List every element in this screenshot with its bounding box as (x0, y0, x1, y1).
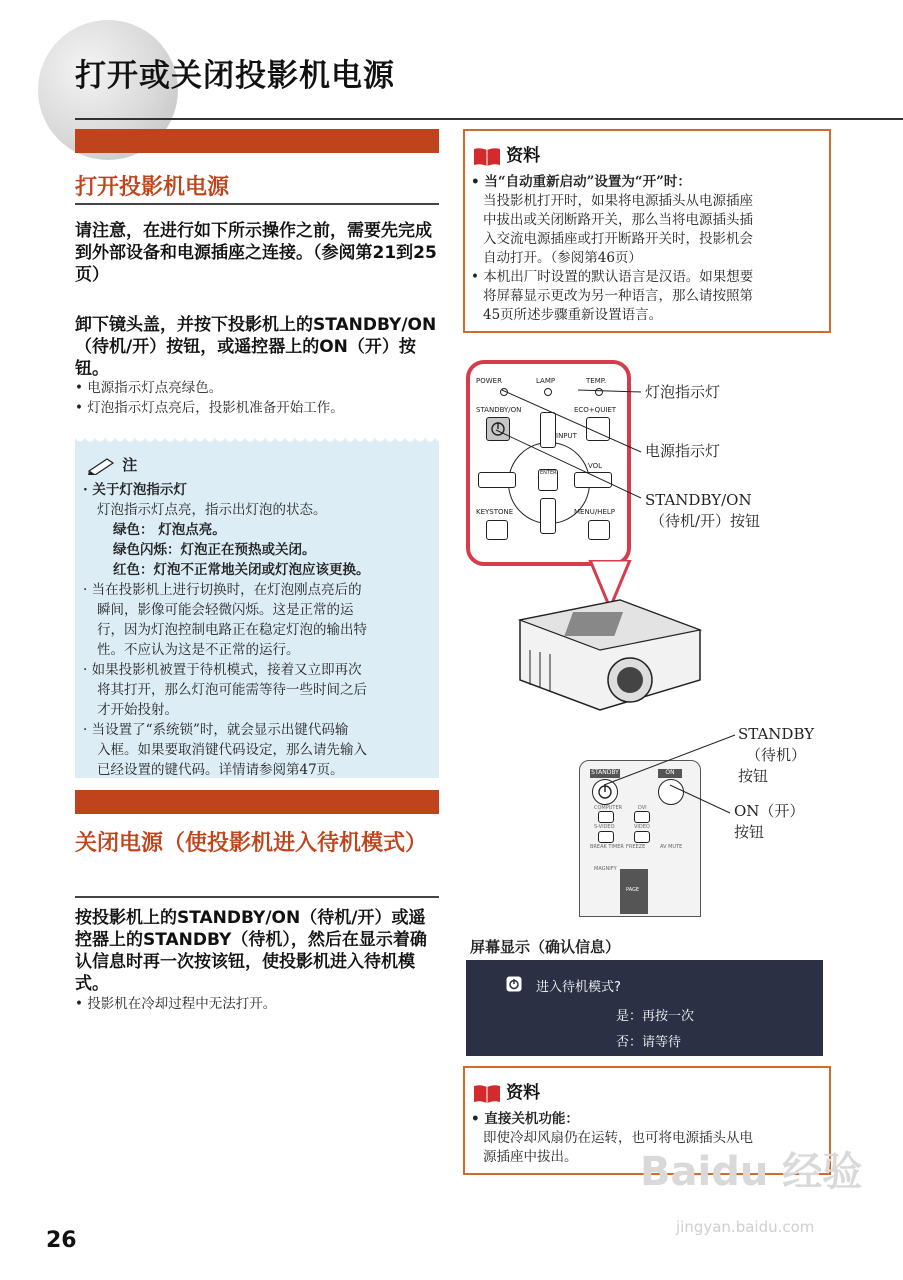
temp-label: TEMP. (586, 377, 607, 385)
power-label: POWER (476, 377, 502, 385)
section1-intro: 请注意，在进行如下所示操作之前，需要先完成到外部设备和电源插座之连接。（参阅第21到25页） (75, 221, 437, 285)
menu-help-button[interactable] (588, 520, 610, 540)
keystone-label: KEYSTONE (476, 508, 514, 516)
bullet-item: • 灯泡指示灯点亮后，投影机准备开始工作。 (75, 400, 344, 416)
note-line: 瞬间，影像可能会轻微闪烁。这是正常的运 (97, 602, 354, 618)
title-rule (75, 118, 903, 120)
standby-on-callout: STANDBY/ON (645, 491, 752, 509)
note-line: 才开始投射。 (97, 702, 178, 718)
note-line: 绿色： 灯泡点亮。 (113, 522, 226, 538)
note-line: 行，因为灯泡控制电路正在稳定灯泡的输出特 (97, 622, 367, 638)
projector-illustration (500, 560, 710, 720)
section1-bullets (75, 378, 439, 418)
callout-line: 按钮 (738, 767, 769, 785)
break-timer-label: BREAK TIMER (590, 844, 624, 850)
callout-line: ON（开） (734, 802, 805, 820)
remote-callout-lines (590, 725, 750, 825)
note-header (87, 454, 137, 475)
panel-callout-lines (466, 370, 646, 510)
book-icon (473, 147, 501, 167)
dvi-label: DVI (638, 805, 647, 811)
vol-label: VOL (588, 462, 603, 470)
section1-bar (75, 129, 439, 153)
note-line: 性。不应认为这是不正常的运行。 (97, 642, 300, 658)
note-line: 灯泡指示灯点亮，指示出灯泡的状态。 (97, 502, 327, 518)
section2-heading: 关闭电源（使投影机进入待机模式） (75, 831, 428, 856)
lamp-callout: 灯泡指示灯 (645, 383, 721, 401)
note-body (83, 480, 433, 780)
info-box-1 (463, 129, 831, 333)
osd-caption: 屏幕显示（确认信息） (470, 938, 621, 956)
menu-label: MENU/HELP (574, 508, 615, 516)
note-line: · 当在投影机上进行切换时，在灯泡刚点亮后的 (83, 582, 362, 598)
info-line: • 直接关机功能： (471, 1111, 579, 1127)
osd-line3: 否：请等待 (616, 1035, 682, 1050)
page-number: 26 (46, 1228, 77, 1253)
page-title: 打开或关闭投影机电源 (75, 58, 395, 94)
note-line: · 当设置了“系统锁”时，就会显示出键代码输 (83, 722, 349, 738)
power-callout: 电源指示灯 (645, 442, 721, 460)
keystone-button[interactable] (486, 520, 508, 540)
pencil-icon (87, 457, 117, 475)
callout-line: （待机） (746, 746, 807, 764)
page-label: PAGE (626, 887, 640, 893)
osd-line2: 是：再按一次 (616, 1009, 695, 1024)
info-title: 资料 (506, 1083, 541, 1103)
info-line: • 本机出厂时设置的默认语言是汉语。如果想要 (471, 269, 754, 285)
callout-line: 按钮 (734, 823, 765, 841)
note-box (75, 438, 439, 778)
av-mute-label: AV MUTE (660, 844, 683, 850)
video-label: VIDEO (634, 824, 650, 830)
info-header-2 (473, 1078, 540, 1104)
note-title: 注 (122, 456, 138, 474)
input-label: INPUT (556, 432, 577, 440)
standby-on-callout-sub: （待机/开）按钮 (650, 512, 761, 530)
baidu-watermark: Baidu 经验 (640, 1149, 863, 1195)
osd-confirm-screen (466, 960, 823, 1056)
remote-standby-callout (738, 724, 814, 787)
power-icon (506, 976, 522, 992)
remote-standby-tag: STANDBY (591, 769, 619, 776)
info-title: 资料 (506, 146, 541, 166)
remote-on-tag: ON (658, 769, 682, 778)
watermark-url: jingyan.baidu.com (676, 1218, 815, 1236)
magnify-label: MAGNIFY (594, 866, 617, 872)
info-line: 入交流电源插座或打开断路开关时，投影机会 (483, 231, 753, 247)
callout-line: STANDBY (738, 725, 815, 743)
remote-on-callout (734, 801, 804, 843)
info-body-1 (471, 173, 823, 325)
computer-label: COMPUTER (594, 805, 623, 811)
info-header-1 (473, 141, 540, 167)
section1-rule (75, 203, 439, 205)
osd-line1: 进入待机模式? (536, 980, 621, 995)
note-line: · 如果投影机被置于待机模式，接着又立即再次 (83, 662, 362, 678)
video-button[interactable] (634, 831, 650, 843)
note-box-edge (75, 437, 439, 447)
info-line: 中拔出或关闭断路开关，那么当将电源插头插 (483, 212, 753, 228)
info-line: 源插座中拔出。 (483, 1149, 578, 1165)
section2-bar (75, 790, 439, 814)
note-line: · 关于灯泡指示灯 (83, 482, 187, 498)
info-line: 将屏幕显示更改为另一种语言，那么请按照第 (483, 288, 753, 304)
section1-step: 卸下镜头盖，并按下投影机上的STANDBY/ON（待机/开）按钮，或遥控器上的ON（开）按钮。 (75, 315, 437, 379)
standby-on-label: STANDBY/ON (476, 406, 522, 414)
note-line: 绿色闪烁：灯泡正在预热或关闭。 (113, 542, 316, 558)
svideo-label: S-VIDEO (594, 824, 615, 830)
info-line: 即使冷却风扇仍在运转，也可将电源插头从电 (483, 1130, 753, 1146)
info-line: • 当“自动重新启动”设置为“开”时： (471, 174, 691, 190)
note-line: 入框。如果要取消键代码设定，那么请先输入 (97, 742, 367, 758)
enter-label: ENTER (540, 470, 557, 476)
note-line: 已经设置的键代码。详情请参阅第47页。 (97, 762, 344, 778)
svideo-button[interactable] (598, 831, 614, 843)
note-line: 将其打开，那么灯泡可能需等待一些时间之后 (97, 682, 367, 698)
eco-label: ECO+QUIET (574, 406, 617, 414)
section2-rule (75, 896, 439, 898)
book-icon (473, 1084, 501, 1104)
bullet-item: • 电源指示灯点亮绿色。 (75, 380, 223, 396)
info-line: 当投影机打开时，如果将电源插头从电源插座 (483, 193, 753, 209)
section2-step: 按投影机上的STANDBY/ON（待机/开）或遥控器上的STANDBY（待机），然后在显示着确认信息时再一次按该钮，使投影机进入待机模式。 (75, 908, 427, 994)
info-line: 自动打开。（参阅第46页） (483, 250, 642, 266)
lamp-label: LAMP (536, 377, 556, 385)
section1-heading: 打开投影机电源 (75, 175, 230, 200)
section2-bullet: • 投影机在冷却过程中无法打开。 (75, 996, 277, 1012)
note-line: 红色：灯泡不正常地关闭或灯泡应该更换。 (113, 562, 370, 578)
info-line: 45页所述步骤重新设置语言。 (483, 307, 663, 323)
freeze-label: FREEZE (626, 844, 646, 850)
